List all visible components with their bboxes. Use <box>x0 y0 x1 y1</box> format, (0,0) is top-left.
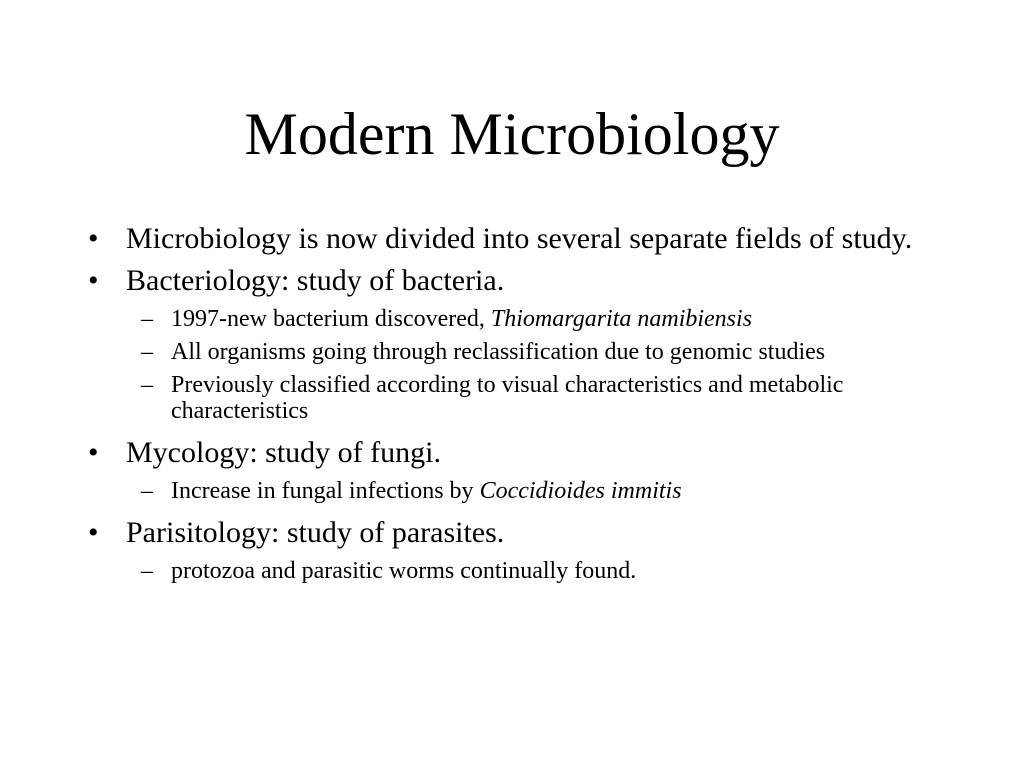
species-name: Thiomargarita namibiensis <box>490 306 753 332</box>
bullet-item <box>0 222 1024 256</box>
dash-marker: – <box>141 306 153 332</box>
bullet-text: Parisitology: study of parasites. <box>126 516 505 549</box>
bullet-item <box>0 264 1024 298</box>
sub-bullet-text: All organisms going through reclassification due to genomic studies <box>171 339 826 365</box>
bullet-text: Bacteriology: study of bacteria. <box>126 264 505 297</box>
dash-marker: – <box>141 558 153 584</box>
dash-marker: – <box>141 478 153 504</box>
bullet-marker: • <box>88 264 99 297</box>
sub-bullet-item <box>0 372 1024 424</box>
slide-title: Modern Microbiology <box>244 101 780 167</box>
bullet-marker: • <box>88 516 99 549</box>
bullet-item <box>0 436 1024 470</box>
bullet-text: Microbiology is now divided into several separate fields of study. <box>126 222 913 255</box>
bullet-marker: • <box>88 436 99 469</box>
dash-marker: – <box>141 339 153 365</box>
sub-bullet-item <box>0 558 1024 584</box>
sub-bullet-text: Increase in fungal infections by <box>171 478 480 504</box>
bullet-item <box>0 516 1024 550</box>
sub-bullet-item <box>0 306 1024 332</box>
sub-bullet-text: protozoa and parasitic worms continually found. <box>171 558 637 584</box>
bullet-text: Mycology: study of fungi. <box>126 436 441 469</box>
sub-bullet-text: 1997-new bacterium discovered, <box>171 306 491 332</box>
sub-bullet-item <box>0 478 1024 504</box>
sub-bullet-item <box>0 339 1024 365</box>
sub-bullet-text: Previously classified according to visual characteristics and metabolic characteristics <box>171 372 844 424</box>
dash-marker: – <box>141 372 153 398</box>
slide-content <box>0 222 1024 591</box>
species-name: Coccidioides immitis <box>479 478 682 504</box>
bullet-marker: • <box>88 222 99 255</box>
